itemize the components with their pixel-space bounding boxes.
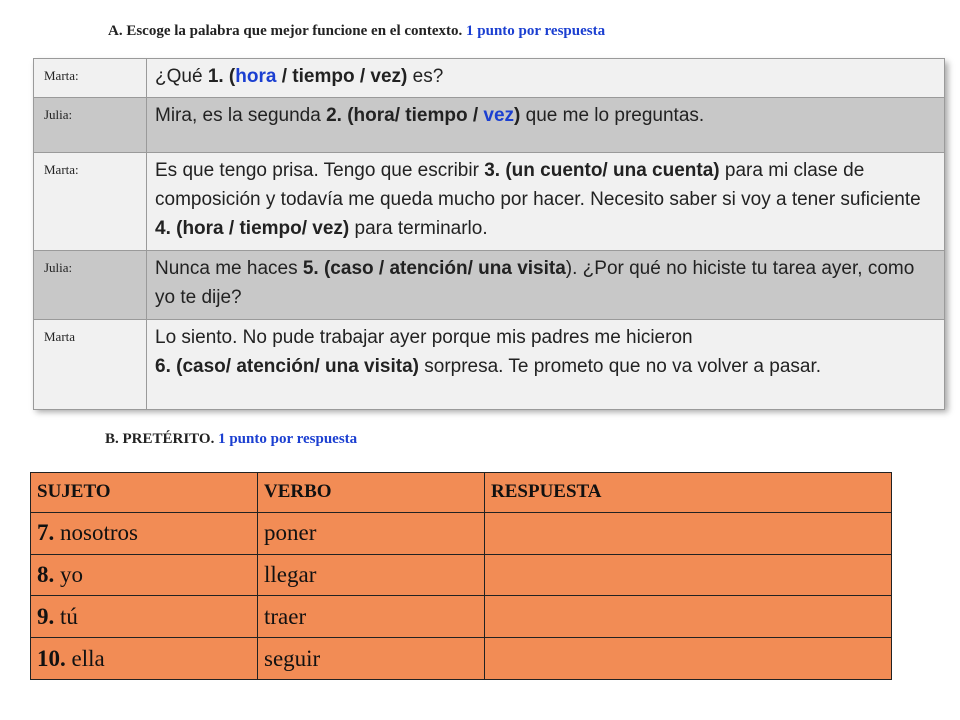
- header-respuesta: RESPUESTA: [485, 473, 892, 513]
- speaker-label: Julia:: [34, 98, 147, 153]
- table-row: [31, 512, 892, 554]
- dialog-line: Lo siento. No pude trabajar ayer porque mis padres me hicieron 6. (caso/ atención/ una visita) sorpresa. Te prometo que no va volver a pasar.: [147, 320, 945, 410]
- subject-cell: 10. ella: [31, 638, 258, 680]
- dialog-table: [33, 58, 945, 408]
- dialog-line: Mira, es la segunda 2. (hora/ tiempo / vez) que me lo preguntas.: [147, 98, 945, 153]
- answer-cell[interactable]: [485, 638, 892, 680]
- table-header-row: [31, 473, 892, 513]
- dialog-row: [34, 320, 945, 410]
- dialog-line: Es que tengo prisa. Tengo que escribir 3. (un cuento/ una cuenta) para mi clase de composición y todavía me queda mucho por hacer. Necesito saber si voy a tener suficiente 4. (hora / tiempo/ vez) para terminarlo.: [147, 153, 945, 251]
- header-sujeto: SUJETO: [31, 473, 258, 513]
- table-row: [31, 638, 892, 680]
- subject-cell: 8. yo: [31, 554, 258, 596]
- section-b-heading: B. PRETÉRITO. 1 punto por respuesta: [105, 431, 358, 447]
- speaker-label: Marta: [34, 320, 147, 410]
- speaker-label: Marta:: [34, 59, 147, 98]
- dialog-row: [34, 153, 945, 251]
- header-verbo: VERBO: [258, 473, 485, 513]
- verb-cell: poner: [258, 512, 485, 554]
- section-b-title: B. PRETÉRITO: [105, 431, 211, 447]
- verb-cell: llegar: [258, 554, 485, 596]
- speaker-label: Julia:: [34, 251, 147, 320]
- speaker-label: Marta:: [34, 153, 147, 251]
- section-a-title: A. Escoge la palabra que mejor funcione en el contexto: [108, 23, 459, 39]
- dialog-row: [34, 59, 945, 98]
- table-row: [31, 596, 892, 638]
- preterite-table: [30, 472, 892, 680]
- table-row: [31, 554, 892, 596]
- dialog-line: ¿Qué 1. (hora / tiempo / vez) es?: [147, 59, 945, 98]
- section-b-points: 1 punto por respuesta: [218, 431, 358, 447]
- answer-cell[interactable]: [485, 554, 892, 596]
- answer-cell[interactable]: [485, 596, 892, 638]
- verb-cell: seguir: [258, 638, 485, 680]
- section-a-points: 1 punto por respuesta: [466, 23, 606, 39]
- section-a-heading: A. Escoge la palabra que mejor funcione en el contexto. 1 punto por respuesta: [108, 23, 606, 39]
- answer-cell[interactable]: [485, 512, 892, 554]
- verb-cell: traer: [258, 596, 485, 638]
- subject-cell: 9. tú: [31, 596, 258, 638]
- dialog-row: [34, 98, 945, 153]
- dialog-row: [34, 251, 945, 320]
- dialog-line: Nunca me haces 5. (caso / atención/ una visita). ¿Por qué no hiciste tu tarea ayer, como yo te dije?: [147, 251, 945, 320]
- subject-cell: 7. nosotros: [31, 512, 258, 554]
